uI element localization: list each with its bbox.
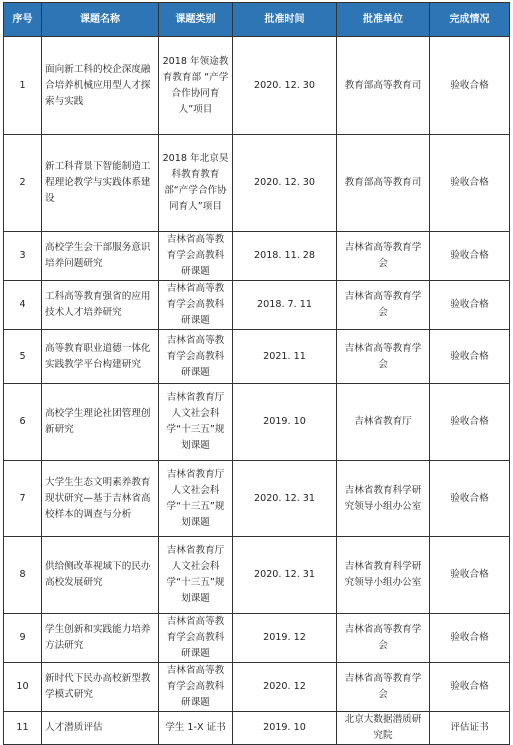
approval-date: 2020. 12 <box>233 663 337 712</box>
project-category: 吉林省教育厅人文社会科学“十三五”规划课题 <box>159 537 233 614</box>
row-index: 4 <box>4 281 42 330</box>
table-row <box>4 537 510 614</box>
row-index: 1 <box>4 37 42 135</box>
approval-unit: 吉林省教育厅 <box>337 384 430 461</box>
project-name: 大学生生态文明素养教育现状研究—基于吉林省高校样本的调查与分析 <box>42 461 159 537</box>
row-index: 6 <box>4 384 42 461</box>
project-category: 吉林省高等教育学会高教科研课题 <box>159 330 233 384</box>
row-index: 8 <box>4 537 42 614</box>
approval-unit: 吉林省高等教育学会 <box>337 232 430 281</box>
table-row <box>4 281 510 330</box>
table-row <box>4 232 510 281</box>
completion-status: 验收合格 <box>430 537 510 614</box>
project-category: 吉林省高等教育学会高教科研课题 <box>159 232 233 281</box>
table-row <box>4 663 510 712</box>
table-row <box>4 614 510 663</box>
project-name: 供给侧改革视域下的民办高校发展研究 <box>42 537 159 614</box>
row-index: 7 <box>4 461 42 537</box>
project-name: 高校学生理论社团管理创新研究 <box>42 384 159 461</box>
project-name: 新时代下民办高校新型教学模式研究 <box>42 663 159 712</box>
row-index: 9 <box>4 614 42 663</box>
row-index: 2 <box>4 135 42 232</box>
approval-unit: 吉林省教育科学研究领导小组办公室 <box>337 537 430 614</box>
approval-date: 2018. 11. 28 <box>233 232 337 281</box>
completion-status: 验收合格 <box>430 330 510 384</box>
approval-date: 2021. 11 <box>233 330 337 384</box>
project-category: 2018 年北京昊科教育教育部“产学合作协同育人”项目 <box>159 135 233 232</box>
completion-status: 验收合格 <box>430 135 510 232</box>
project-category: 2018 年领途教育教育部 “产学合作协同育人”项目 <box>159 37 233 135</box>
completion-status: 验收合格 <box>430 281 510 330</box>
completion-status: 验收合格 <box>430 232 510 281</box>
project-category: 吉林省教育厅人文社会科学“十三五”规划课题 <box>159 461 233 537</box>
header-approval-unit: 批准单位 <box>337 3 430 37</box>
project-category: 吉林省高等教育学会高教科研课题 <box>159 281 233 330</box>
row-index: 5 <box>4 330 42 384</box>
approval-unit: 吉林省高等教育学会 <box>337 614 430 663</box>
header-row <box>4 3 510 37</box>
table-row <box>4 712 510 745</box>
completion-status: 验收合格 <box>430 37 510 135</box>
approval-date: 2019. 10 <box>233 712 337 745</box>
approval-unit: 教育部高等教育司 <box>337 37 430 135</box>
project-category: 吉林省教育厅人文社会科学“十三五”规划课题 <box>159 384 233 461</box>
completion-status: 验收合格 <box>430 461 510 537</box>
row-index: 3 <box>4 232 42 281</box>
approval-date: 2020. 12. 31 <box>233 461 337 537</box>
approval-unit: 吉林省高等教育学会 <box>337 281 430 330</box>
header-category: 课题类别 <box>159 3 233 37</box>
completion-status: 验收合格 <box>430 384 510 461</box>
approval-unit: 北京大数据潜质研究院 <box>337 712 430 745</box>
completion-status: 验收合格 <box>430 614 510 663</box>
header-project-name: 课题名称 <box>42 3 159 37</box>
project-category: 吉林省高等教育学会高教科研课题 <box>159 663 233 712</box>
header-status: 完成情况 <box>430 3 510 37</box>
header-index: 序号 <box>4 3 42 37</box>
approval-unit: 吉林省教育科学研究领导小组办公室 <box>337 461 430 537</box>
approval-date: 2020. 12. 31 <box>233 537 337 614</box>
table-row <box>4 135 510 232</box>
row-index: 11 <box>4 712 42 745</box>
approval-unit: 吉林省高等教育学会 <box>337 330 430 384</box>
approval-date: 2018. 7. 11 <box>233 281 337 330</box>
project-category: 学生 1-X 证书 <box>159 712 233 745</box>
approval-date: 2019. 10 <box>233 384 337 461</box>
project-table <box>3 2 510 745</box>
project-category: 吉林省高等教育学会高教科研课题 <box>159 614 233 663</box>
completion-status: 验收合格 <box>430 663 510 712</box>
project-name: 学生创新和实践能力培养方法研究 <box>42 614 159 663</box>
approval-date: 2020. 12. 30 <box>233 135 337 232</box>
project-name: 高校学生会干部服务意识培养问题研究 <box>42 232 159 281</box>
table-row <box>4 37 510 135</box>
approval-unit: 吉林省高等教育学会 <box>337 663 430 712</box>
row-index: 10 <box>4 663 42 712</box>
table-row <box>4 384 510 461</box>
approval-date: 2019. 12 <box>233 614 337 663</box>
project-name: 新工科背景下智能制造工程理论教学与实践体系建设 <box>42 135 159 232</box>
table-row <box>4 330 510 384</box>
header-approval-date: 批准时间 <box>233 3 337 37</box>
approval-unit: 教育部高等教育司 <box>337 135 430 232</box>
project-name: 人才潜质评估 <box>42 712 159 745</box>
project-name: 工科高等教育强省的应用技术人才培养研究 <box>42 281 159 330</box>
project-name: 面向新工科的校企深度融合培养机械应用型人才探索与实践 <box>42 37 159 135</box>
project-name: 高等教育职业道德一体化实践教学平台构建研究 <box>42 330 159 384</box>
table-row <box>4 461 510 537</box>
approval-date: 2020. 12. 30 <box>233 37 337 135</box>
completion-status: 评估证书 <box>430 712 510 745</box>
